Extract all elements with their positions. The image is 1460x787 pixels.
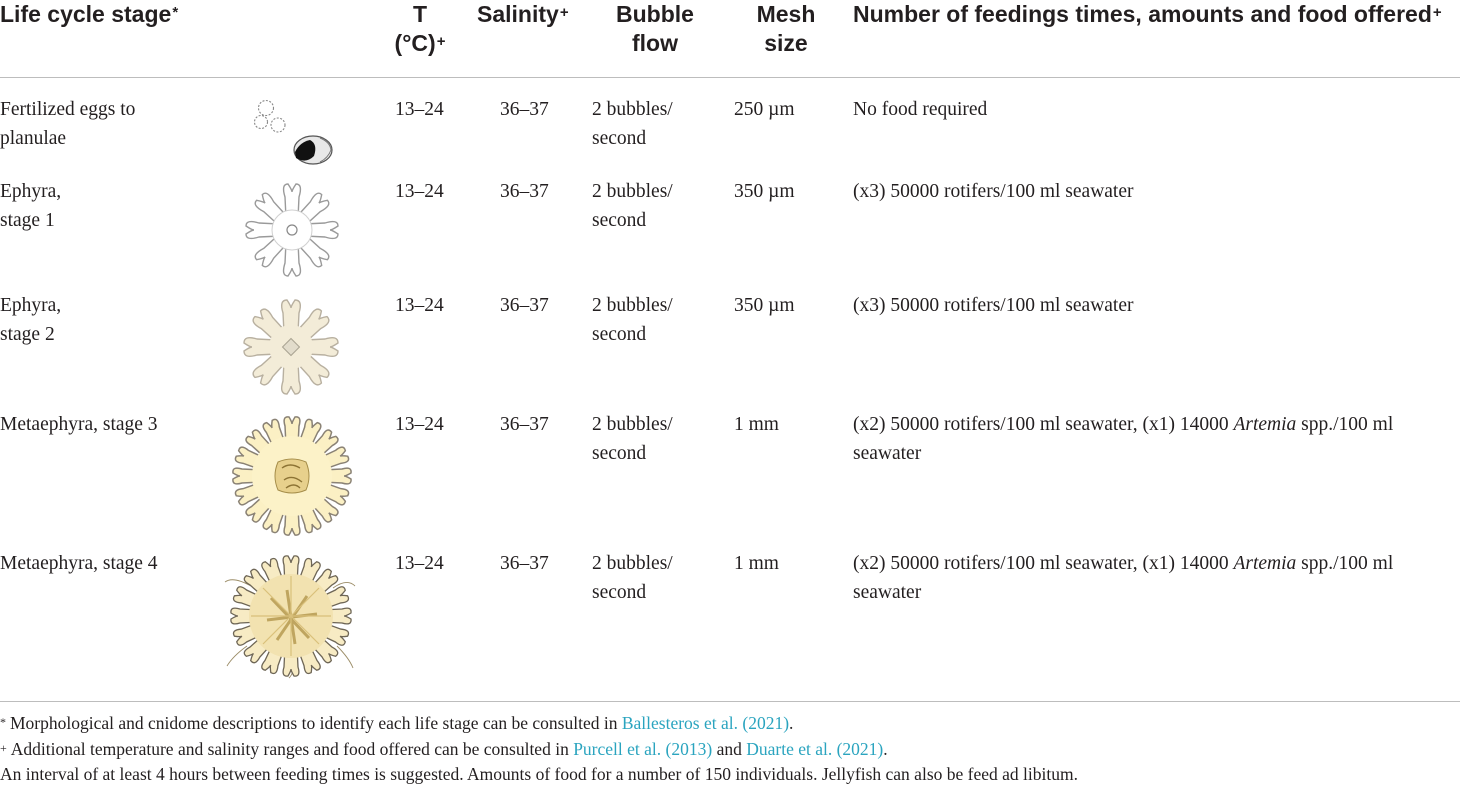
ephyra-stage-1-illustration bbox=[242, 181, 342, 279]
mesh-size-cell: 1 mm bbox=[734, 553, 779, 574]
purcell-2013-link[interactable]: Purcell et al. (2013) bbox=[573, 739, 713, 759]
header-bubble-line1: Bubble bbox=[616, 1, 694, 27]
mesh-size-cell: 1 mm bbox=[734, 414, 779, 435]
bubble-line2: second bbox=[592, 324, 647, 345]
header-salinity-mark: + bbox=[559, 4, 569, 21]
bubble-line2: second bbox=[592, 443, 647, 464]
stage-cell bbox=[0, 95, 135, 153]
header-mesh-line1: Mesh bbox=[756, 1, 816, 27]
footnote-mark: + bbox=[0, 741, 7, 755]
stage-cell bbox=[0, 291, 61, 349]
footnote-text: An interval of at least 4 hours between feeding times is suggested. Amounts of food for a number of 150 individuals. Jellyfish can also be feed ad libitum. bbox=[0, 764, 1078, 784]
feeding-text-end: spp./100 ml seawater bbox=[853, 553, 1394, 603]
stage-line1: Ephyra, bbox=[0, 295, 62, 316]
footnote-text: Additional temperature and salinity ranges and food offered can be consulted in bbox=[10, 739, 574, 759]
feeding-italic: Artemia bbox=[1233, 553, 1297, 574]
feeding-cell bbox=[853, 291, 1453, 320]
feeding-text-end: spp./100 ml seawater bbox=[853, 414, 1394, 464]
feeding-text: (x2) 50000 rotifers/100 ml seawater, (x1) 14000 bbox=[853, 553, 1234, 574]
footnote-morphology bbox=[0, 710, 793, 736]
feeding-text: (x3) 50000 rotifers/100 ml seawater bbox=[853, 181, 1134, 202]
feeding-cell bbox=[853, 410, 1453, 468]
stage-cell bbox=[0, 177, 61, 235]
header-temp-mark: + bbox=[436, 33, 446, 50]
bubble-flow-cell bbox=[592, 410, 673, 468]
bubble-flow-cell bbox=[592, 177, 673, 235]
bubble-line1: 2 bubbles/ bbox=[592, 553, 673, 574]
stage-line1: Fertilized eggs to bbox=[0, 99, 136, 120]
footnote-text: Morphological and cnidome descriptions to identify each life stage can be consulted in bbox=[10, 713, 622, 733]
footnote-mid: and bbox=[712, 739, 747, 759]
header-feed-label: Number of feedings times, amounts and food offered bbox=[853, 1, 1432, 27]
temperature-cell: 13–24 bbox=[395, 181, 444, 202]
footnote-end: . bbox=[883, 739, 888, 759]
header-feedings bbox=[853, 0, 1442, 29]
temperature-cell: 13–24 bbox=[395, 295, 444, 316]
metaephyra-stage-3-illustration bbox=[228, 414, 356, 538]
bubble-line2: second bbox=[592, 210, 647, 231]
bubble-line2: second bbox=[592, 128, 647, 149]
feeding-italic: Artemia bbox=[1233, 414, 1297, 435]
header-rule bbox=[0, 77, 1460, 78]
stage-line1: Metaephyra, stage 4 bbox=[0, 553, 158, 574]
header-temp-line2: (°C) bbox=[394, 30, 436, 56]
temperature-cell: 13–24 bbox=[395, 553, 444, 574]
footnote-end: . bbox=[789, 713, 794, 733]
bubble-flow-cell bbox=[592, 95, 673, 153]
header-bubble-line2: flow bbox=[632, 30, 678, 56]
feeding-text: No food required bbox=[853, 99, 988, 120]
header-life-cycle-stage bbox=[0, 0, 178, 29]
bubble-flow-cell bbox=[592, 549, 673, 607]
feeding-cell bbox=[853, 549, 1453, 607]
stage-line1: Metaephyra, stage 3 bbox=[0, 414, 158, 435]
stage-cell bbox=[0, 410, 158, 439]
header-salinity bbox=[477, 0, 569, 29]
mesh-size-cell: 250 µm bbox=[734, 99, 795, 120]
header-mesh-size bbox=[748, 0, 824, 58]
bubble-line1: 2 bubbles/ bbox=[592, 295, 673, 316]
temperature-cell: 13–24 bbox=[395, 99, 444, 120]
bubble-line2: second bbox=[592, 582, 647, 603]
header-mesh-line2: size bbox=[764, 30, 808, 56]
bubble-flow-cell bbox=[592, 291, 673, 349]
bubble-line1: 2 bubbles/ bbox=[592, 414, 673, 435]
header-temp-line1: T bbox=[412, 1, 428, 27]
bubble-line1: 2 bubbles/ bbox=[592, 99, 673, 120]
feeding-text: (x3) 50000 rotifers/100 ml seawater bbox=[853, 295, 1134, 316]
eggs-and-planula-illustration bbox=[248, 98, 338, 170]
footnote-ranges bbox=[0, 736, 888, 762]
mesh-size-cell: 350 µm bbox=[734, 295, 795, 316]
mesh-size-cell: 350 µm bbox=[734, 181, 795, 202]
header-feed-mark: + bbox=[1432, 4, 1442, 21]
feeding-text: (x2) 50000 rotifers/100 ml seawater, (x1) 14000 bbox=[853, 414, 1234, 435]
feeding-cell bbox=[853, 95, 1453, 124]
footnote-feeding-interval bbox=[0, 761, 1078, 787]
header-temperature bbox=[385, 0, 455, 58]
duarte-2021-link[interactable]: Duarte et al. (2021) bbox=[746, 739, 884, 759]
metaephyra-stage-4-illustration bbox=[224, 553, 358, 679]
stage-line1: Ephyra, bbox=[0, 181, 62, 202]
stage-cell bbox=[0, 549, 158, 578]
feeding-cell bbox=[853, 177, 1453, 206]
ballesteros-2021-link[interactable]: Ballesteros et al. (2021) bbox=[621, 713, 790, 733]
salinity-cell: 36–37 bbox=[500, 553, 549, 574]
stage-line2: stage 2 bbox=[0, 324, 55, 345]
header-stage-label: Life cycle stage bbox=[0, 1, 172, 27]
ephyra-stage-2-illustration bbox=[240, 296, 342, 398]
footer-rule bbox=[0, 701, 1460, 702]
footnote-mark: * bbox=[0, 715, 6, 729]
stage-line2: stage 1 bbox=[0, 210, 55, 231]
salinity-cell: 36–37 bbox=[500, 181, 549, 202]
salinity-cell: 36–37 bbox=[500, 295, 549, 316]
temperature-cell: 13–24 bbox=[395, 414, 444, 435]
salinity-cell: 36–37 bbox=[500, 99, 549, 120]
header-stage-mark: * bbox=[172, 4, 179, 21]
stage-line2: planulae bbox=[0, 128, 67, 149]
header-salinity-label: Salinity bbox=[477, 1, 559, 27]
header-bubble-flow bbox=[605, 0, 705, 58]
bubble-line1: 2 bubbles/ bbox=[592, 181, 673, 202]
salinity-cell: 36–37 bbox=[500, 414, 549, 435]
